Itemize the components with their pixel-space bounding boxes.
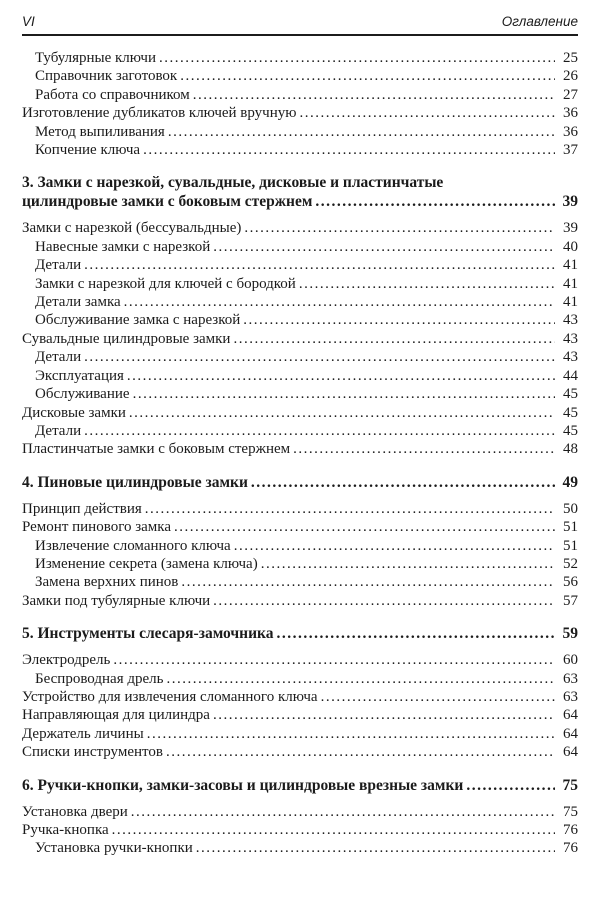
toc-entry	[22, 385, 578, 403]
dot-leader	[234, 537, 555, 555]
toc-entry	[22, 555, 578, 573]
dot-leader	[168, 123, 555, 141]
toc-entry	[22, 422, 578, 440]
dot-leader	[84, 422, 555, 440]
toc-entry	[22, 573, 578, 591]
dot-leader	[213, 706, 555, 724]
toc-entry-title: Замки под тубулярные ключи	[22, 592, 211, 609]
toc-entry-title: Детали	[35, 422, 82, 439]
toc-chapter-title: 5. Инструменты слесаря-замочника	[22, 625, 274, 643]
dot-leader	[129, 404, 555, 422]
toc-entry-title: Детали	[35, 349, 82, 366]
dot-leader	[84, 348, 555, 366]
toc-entry	[22, 330, 578, 348]
toc-entry-page: 41	[563, 257, 578, 274]
toc-entry-title: Ремонт пинового замка	[22, 519, 172, 536]
toc-entry-title: Навесные замки с нарезкой	[35, 238, 211, 255]
dot-leader	[243, 311, 555, 329]
toc-entry-title: Сувальдные цилиндровые замки	[22, 330, 231, 347]
toc-entry-title: Электродрель	[22, 652, 111, 669]
dot-leader	[213, 592, 555, 610]
toc-chapter-heading	[22, 624, 578, 643]
toc-entry	[22, 670, 578, 688]
toc-entry-title: Замки с нарезкой (бессувальдные)	[22, 220, 242, 237]
toc-entry-page: 36	[563, 105, 578, 122]
dot-leader	[299, 275, 555, 293]
toc-entry-title: Списки инструментов	[22, 744, 163, 761]
dot-leader	[321, 688, 555, 706]
toc-entry-title: Обслуживание	[35, 386, 130, 403]
dot-leader	[233, 330, 555, 348]
toc-entry-page: 40	[563, 238, 578, 255]
toc-entry-title: Дисковые замки	[22, 404, 126, 421]
toc-entry-page: 27	[563, 86, 578, 103]
toc-entry	[22, 839, 578, 857]
toc-entry-title: Детали	[35, 257, 82, 274]
toc-entry-page: 45	[563, 386, 578, 403]
toc-entry	[22, 123, 578, 141]
toc-entry-title: Изготовление дубликатов ключей вручную	[22, 105, 297, 122]
toc-entry-page: 44	[563, 367, 578, 384]
dot-leader	[213, 238, 555, 256]
toc-entry-page: 37	[563, 142, 578, 159]
toc-chapter-page: 39	[562, 193, 578, 211]
toc-entry	[22, 67, 578, 85]
toc-entry-page: 45	[563, 404, 578, 421]
toc-entry-page: 51	[563, 537, 578, 554]
toc-entry-page: 43	[563, 330, 578, 347]
dot-leader	[466, 776, 555, 795]
toc-entry	[22, 821, 578, 839]
toc-entry	[22, 592, 578, 610]
toc-entry-page: 41	[563, 275, 578, 292]
toc-entry-page: 76	[563, 840, 578, 857]
toc-entry-title: Установка двери	[22, 803, 128, 820]
toc-entry-title: Эксплуатация	[35, 367, 124, 384]
toc-entry	[22, 367, 578, 385]
toc-entry-title: Тубулярные ключи	[35, 50, 156, 66]
toc-entry-title: Изменение секрета (замена ключа)	[35, 555, 258, 572]
toc-entry	[22, 803, 578, 821]
toc-chapter-heading	[22, 776, 578, 795]
toc-entry-page: 45	[563, 422, 578, 439]
toc-entry	[22, 141, 578, 159]
toc-entry	[22, 706, 578, 724]
dot-leader	[127, 367, 555, 385]
toc-entry	[22, 688, 578, 706]
toc-entry	[22, 440, 578, 458]
toc-entry-page: 64	[563, 725, 578, 742]
toc-chapter-title: цилиндровые замки с боковым стержнем	[22, 193, 313, 211]
toc-chapter-page: 75	[562, 776, 578, 794]
toc-chapter-heading	[22, 173, 578, 211]
table-of-contents	[22, 49, 578, 858]
toc-entry-page: 51	[563, 519, 578, 536]
dot-leader	[147, 725, 555, 743]
toc-entry-page: 75	[563, 803, 578, 820]
dot-leader	[299, 104, 555, 122]
dot-leader	[113, 651, 555, 669]
page-number: VI	[22, 14, 35, 29]
dot-leader	[315, 192, 555, 211]
toc-entry	[22, 725, 578, 743]
toc-entry-page: 52	[563, 555, 578, 572]
toc-entry	[22, 311, 578, 329]
toc-chapter-line	[22, 173, 578, 192]
dot-leader	[261, 555, 555, 573]
toc-entry-page: 56	[563, 574, 578, 591]
dot-leader	[166, 743, 555, 761]
toc-chapter-title: 3. Замки с нарезкой, сувальдные, дисковые и пластинчатые	[22, 174, 444, 192]
toc-entry-title: Устройство для извлечения сломанного ключа	[22, 688, 318, 705]
toc-entry	[22, 104, 578, 122]
toc-entry-title: Замки с нарезкой для ключей с бородкой	[35, 275, 296, 292]
toc-entry-title: Беспроводная дрель	[35, 670, 164, 687]
toc-entry-page: 63	[563, 688, 578, 705]
toc-entry-page: 63	[563, 670, 578, 687]
toc-entry-page: 64	[563, 744, 578, 761]
toc-chapter-line	[22, 776, 578, 795]
toc-entry-title: Держатель личины	[22, 725, 144, 742]
dot-leader	[143, 141, 555, 159]
toc-chapter-title: 4. Пиновые цилиндровые замки	[22, 473, 248, 491]
toc-chapter-line	[22, 473, 578, 492]
running-head	[22, 14, 578, 36]
dot-leader	[181, 573, 555, 591]
toc-entry-page: 64	[563, 707, 578, 724]
dot-leader	[293, 440, 555, 458]
dot-leader	[276, 624, 555, 643]
toc-entry-page: 41	[563, 294, 578, 311]
toc-entry-page: 39	[563, 220, 578, 237]
toc-entry	[22, 293, 578, 311]
toc-entry-title: Извлечение сломанного ключа	[35, 537, 231, 554]
toc-entry	[22, 651, 578, 669]
toc-entry-title: Копчение ключа	[35, 142, 141, 159]
toc-entry-title: Принцип действия	[22, 500, 142, 517]
dot-leader	[84, 256, 555, 274]
toc-entry	[22, 404, 578, 422]
toc-entry	[22, 518, 578, 536]
dot-leader	[159, 49, 555, 67]
dot-leader	[124, 293, 555, 311]
toc-entry-title: Метод выпиливания	[35, 123, 165, 140]
toc-entry	[22, 537, 578, 555]
toc-entry	[22, 500, 578, 518]
toc-entry-title: Работа со справочником	[35, 86, 190, 103]
toc-entry	[22, 348, 578, 366]
toc-chapter-heading	[22, 473, 578, 492]
toc-entry-page: 60	[563, 652, 578, 669]
toc-entry-page: 50	[563, 500, 578, 517]
dot-leader	[166, 670, 555, 688]
toc-chapter-page: 59	[562, 625, 578, 643]
toc-entry-title: Обслуживание замка с нарезкой	[35, 312, 241, 329]
toc-entry	[22, 275, 578, 293]
toc-entry	[22, 256, 578, 274]
toc-entry-page: 26	[563, 68, 578, 85]
toc-entry	[22, 86, 578, 104]
toc-entry-title: Пластинчатые замки с боковым стержнем	[22, 441, 291, 458]
toc-entry	[22, 743, 578, 761]
toc-entry	[22, 219, 578, 237]
toc-chapter-title: 6. Ручки-кнопки, замки-засовы и цилиндровые врезные замки	[22, 776, 464, 794]
dot-leader	[174, 518, 555, 536]
toc-chapter-line	[22, 192, 578, 211]
toc-entry	[22, 238, 578, 256]
toc-entry-page: 25	[563, 50, 578, 66]
dot-leader	[244, 219, 555, 237]
dot-leader	[112, 821, 555, 839]
toc-entry-title: Установка ручки-кнопки	[35, 840, 193, 857]
dot-leader	[180, 67, 555, 85]
dot-leader	[193, 86, 555, 104]
toc-entry-page: 43	[563, 312, 578, 329]
toc-entry-title: Ручка-кнопка	[22, 822, 109, 838]
dot-leader	[131, 803, 555, 821]
toc-entry-title: Направляющая для цилиндра	[22, 707, 210, 724]
dot-leader	[251, 473, 555, 492]
toc-chapter-line	[22, 624, 578, 643]
toc-entry-title: Замена верхних пинов	[35, 574, 179, 591]
dot-leader	[145, 500, 555, 518]
dot-leader	[196, 839, 555, 857]
toc-entry	[22, 49, 578, 67]
toc-entry-page: 48	[563, 441, 578, 458]
toc-entry-page: 43	[563, 349, 578, 366]
running-head-title: Оглавление	[501, 14, 578, 29]
toc-entry-page: 57	[563, 592, 578, 609]
dot-leader	[133, 385, 555, 403]
toc-entry-page: 76	[563, 822, 578, 838]
toc-entry-title: Детали замка	[35, 294, 121, 311]
toc-entry-page: 36	[563, 123, 578, 140]
toc-entry-title: Справочник заготовок	[35, 68, 178, 85]
toc-chapter-page: 49	[562, 473, 578, 491]
